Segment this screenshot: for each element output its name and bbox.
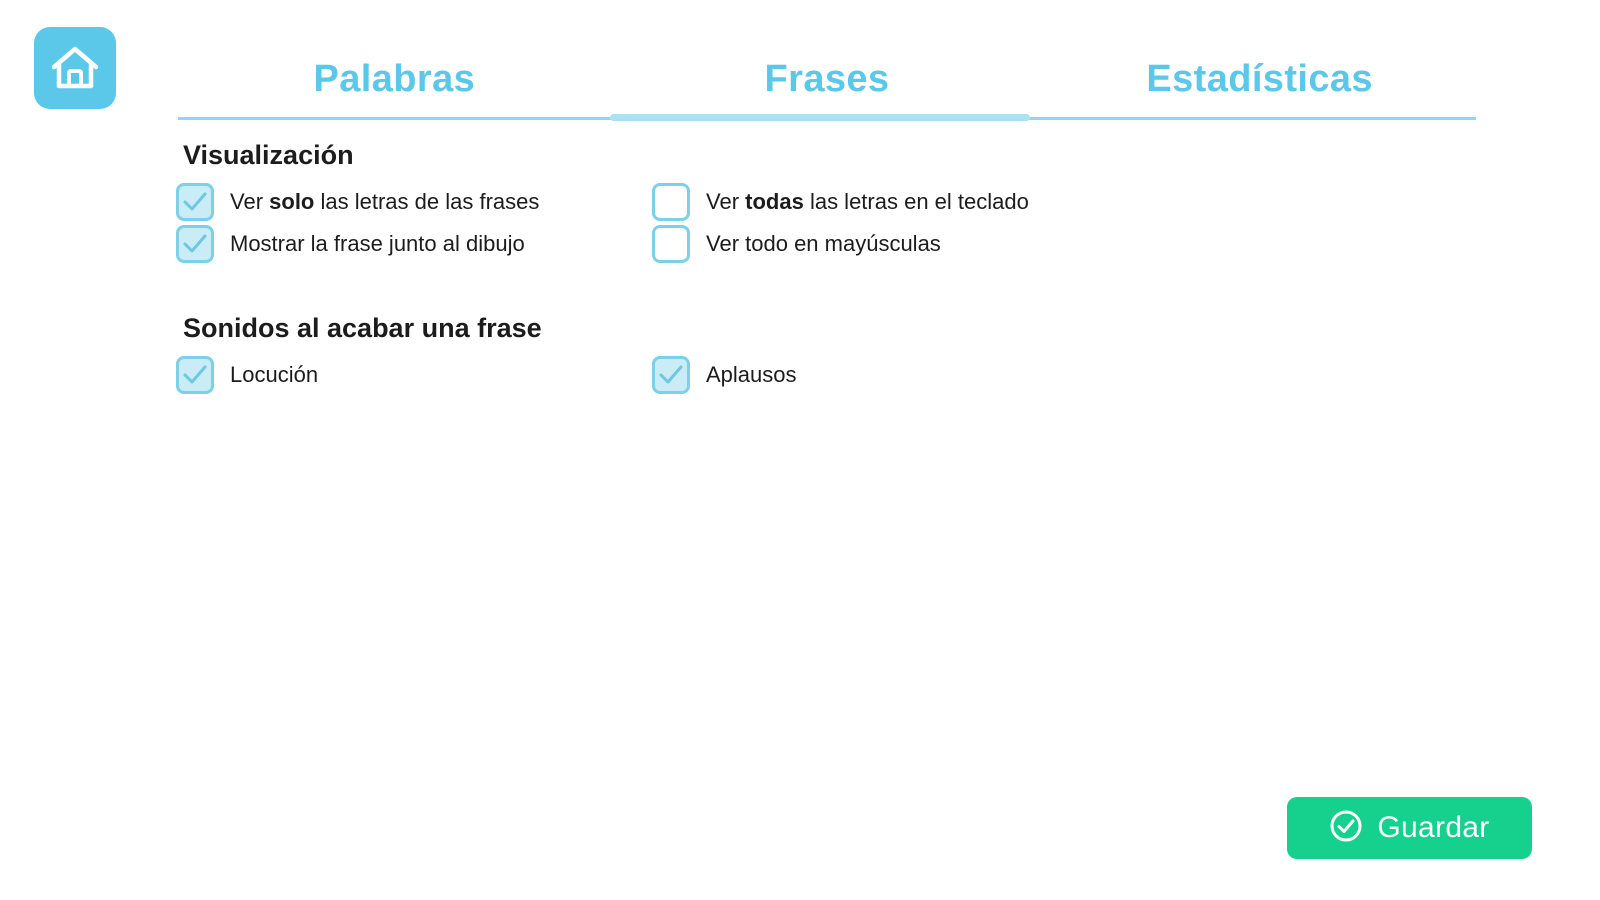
section-visualizacion xyxy=(0,140,1600,265)
home-button[interactable] xyxy=(34,27,116,109)
option-label: Ver todas las letras en el teclado xyxy=(706,189,1029,214)
section-sonidos xyxy=(0,313,1600,396)
option-ver-todas-letras-teclado[interactable] xyxy=(620,183,1320,221)
check-icon xyxy=(182,364,208,386)
option-label: Locución xyxy=(230,362,319,387)
section-title: Visualización xyxy=(183,140,354,170)
option-label: Mostrar la frase junto al dibujo xyxy=(230,231,525,256)
check-icon xyxy=(658,364,684,386)
save-button[interactable] xyxy=(1287,797,1532,859)
section-rows xyxy=(0,181,1600,265)
save-button-label: Guardar xyxy=(1377,811,1490,844)
checkbox-aplausos[interactable] xyxy=(652,356,690,394)
tab-frases[interactable]: Frases xyxy=(764,58,890,100)
tab-active-indicator xyxy=(610,114,1030,121)
section-title: Sonidos al acabar una frase xyxy=(183,313,542,343)
settings-row xyxy=(0,181,1600,223)
option-aplausos[interactable] xyxy=(620,356,1320,394)
checkbox-locucion[interactable] xyxy=(176,356,214,394)
settings-row xyxy=(0,223,1600,265)
tab-palabras[interactable]: Palabras xyxy=(313,58,476,100)
tab-bar xyxy=(178,56,1476,118)
section-rows xyxy=(0,354,1600,396)
checkbox-ver-solo-letras-frases[interactable] xyxy=(176,183,214,221)
home-icon xyxy=(50,44,100,92)
checkbox-mostrar-frase-junto-dibujo[interactable] xyxy=(176,225,214,263)
tab-estadisticas[interactable]: Estadísticas xyxy=(1146,58,1373,100)
option-ver-todo-mayusculas[interactable] xyxy=(620,225,1320,263)
option-mostrar-frase-junto-dibujo[interactable] xyxy=(0,225,620,263)
check-circle-icon xyxy=(1329,809,1363,848)
checkbox-ver-todas-letras-teclado[interactable] xyxy=(652,183,690,221)
option-ver-solo-letras-frases[interactable] xyxy=(0,183,620,221)
option-locucion[interactable] xyxy=(0,356,620,394)
option-label: Ver todo en mayúsculas xyxy=(706,231,941,256)
option-label: Aplausos xyxy=(706,362,797,387)
check-icon xyxy=(182,191,208,213)
settings-row xyxy=(0,354,1600,396)
check-icon xyxy=(182,233,208,255)
checkbox-ver-todo-mayusculas[interactable] xyxy=(652,225,690,263)
section-spacer xyxy=(0,265,1600,313)
settings-content xyxy=(0,140,1600,396)
option-label: Ver solo las letras de las frases xyxy=(230,189,540,214)
